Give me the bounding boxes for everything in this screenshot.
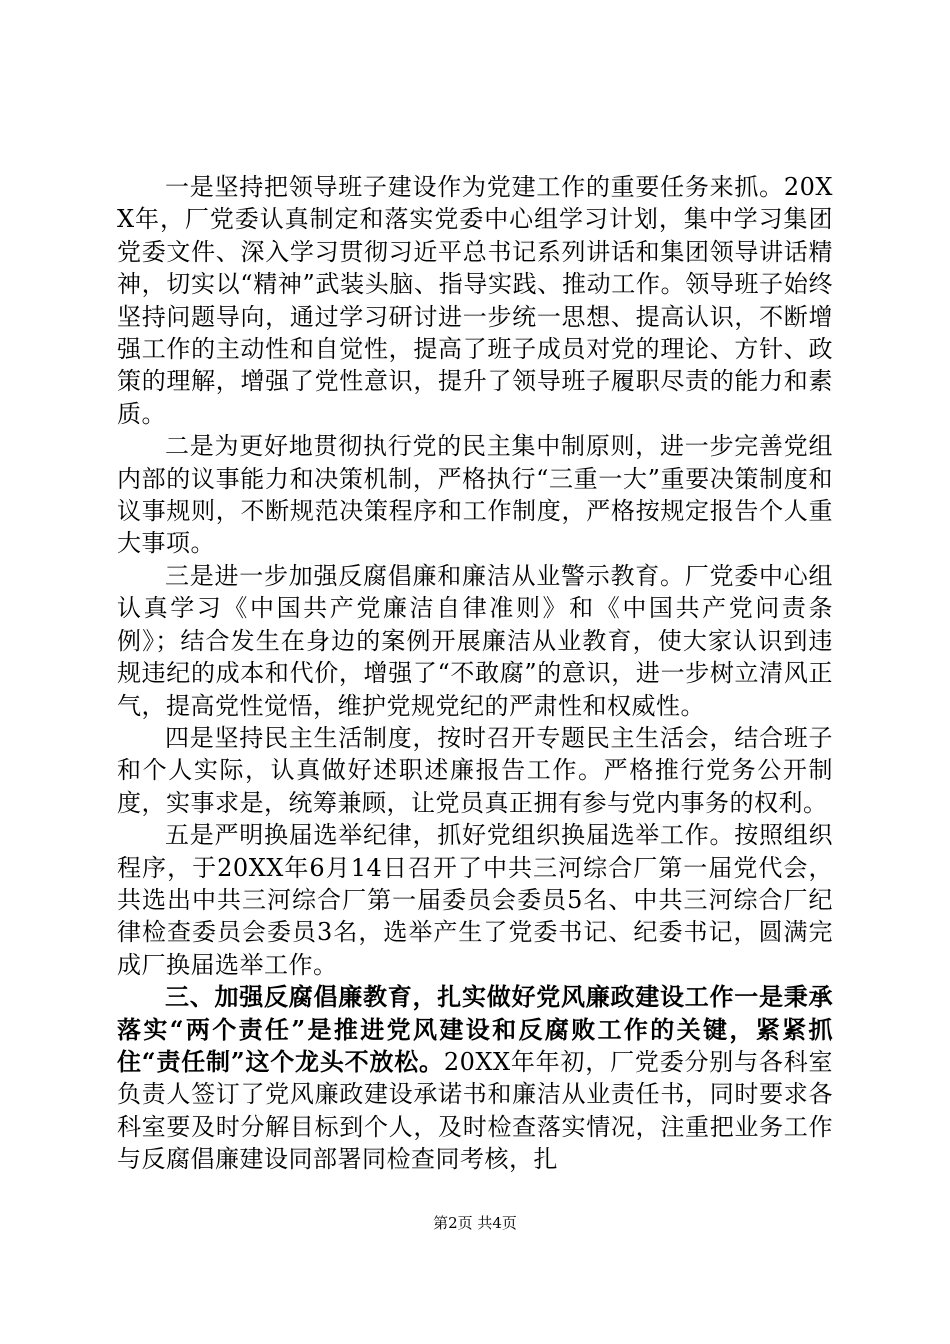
page-number-footer: 第2页 共4页: [433, 1214, 517, 1232]
document-body: [117, 171, 833, 1176]
section-three-paragraph: [117, 981, 833, 1175]
paragraph-4: 四是坚持民主生活制度，按时召开专题民主生活会，结合班子和个人实际，认真做好述职述廉报告工作。严格推行党务公开制度，实事求是，统筹兼顾，让党员真正拥有参与党内事务的权利。: [117, 723, 833, 817]
paragraph-1: 一是坚持把领导班子建设作为党建工作的重要任务来抓。20XX年，厂党委认真制定和落实党委中心组学习计划，集中学习集团党委文件、深入学习贯彻习近平总书记系列讲话和集团领导讲话精神，切实以“精神”武装头脑、指导实践、推动工作。领导班子始终坚持问题导向，通过学习研讨进一步统一思想、提高认识，不断增强工作的主动性和自觉性，提高了班子成员对党的理论、方针、政策的理解，增强了党性意识，提升了领导班子履职尽责的能力和素质。: [117, 173, 833, 428]
paragraph-3: 三是进一步加强反腐倡廉和廉洁从业警示教育。厂党委中心组认真学习《中国共产党廉洁自律准则》和《中国共产党问责条例》；结合发生在身边的案例开展廉洁从业教育，使大家认识到违规违纪的成本和代价，增强了“不敢腐”的意识，进一步树立清风正气，提高党性觉悟，维护党规党纪的严肃性和权威性。: [117, 561, 833, 720]
paragraph-5: 五是严明换届选举纪律，抓好党组织换届选举工作。按照组织程序，于20XX年6月14日召开了中共三河综合厂第一届党代会，共选出中共三河综合厂第一届委员会委员5名、中共三河综合厂纪律检查委员会委员3名，选举产生了党委书记、纪委书记，圆满完成厂换届选举工作。: [117, 821, 833, 979]
paragraph-2: 二是为更好地贯彻执行党的民主集中制原则，进一步完善党组内部的议事能力和决策机制，严格执行“三重一大”重要决策制度和议事规则，不断规范决策程序和工作制度，严格按规定报告个人重大事项。: [117, 432, 833, 558]
section-body-text: 20XX年年初，厂党委分别与各科室负责人签订了党风廉政建设承诺书和廉洁从业责任书，同时要求各科室要及时分解目标到个人，及时检查落实情况，注重把业务工作与反腐倡廉建设同部署同检查同考核，扎: [117, 1047, 834, 1174]
section-heading: 三、加强反腐倡廉教育，扎实做好党风廉政建设工作一是秉承落实“两个责任”是推进党风建设和反腐败工作的关键，紧紧抓住“责任制”这个龙头不放松。: [117, 982, 833, 1076]
